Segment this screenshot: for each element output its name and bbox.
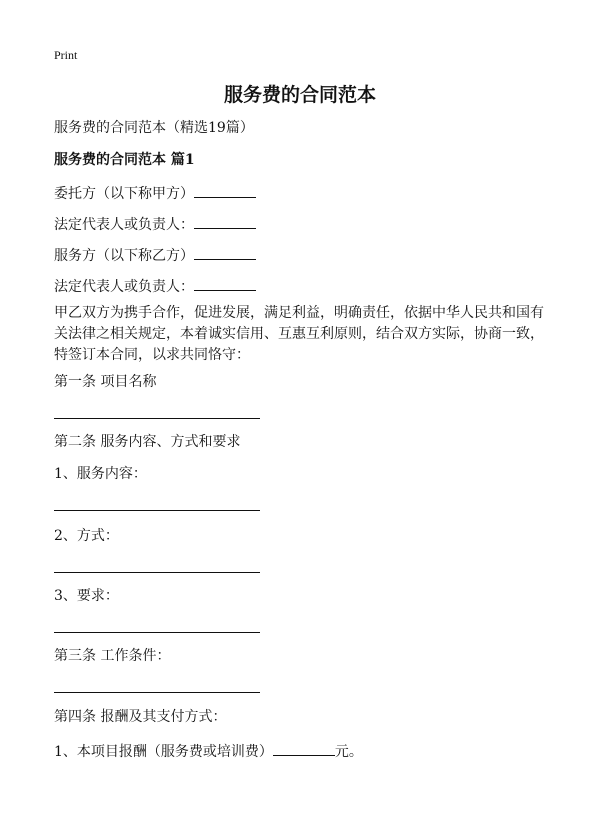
- party-a-representative-blank: [194, 214, 256, 229]
- section-heading: 服务费的合同范本 篇1: [54, 152, 195, 168]
- party-b-representative-label: 法定代表人或负责人：: [54, 279, 194, 295]
- item-1-label: 1、服务内容：: [54, 466, 147, 482]
- party-b-representative-field: [54, 276, 256, 295]
- article-1-blank-line: [54, 418, 260, 419]
- item-2-blank-line: [54, 572, 260, 573]
- item-3-label: 3、要求：: [54, 588, 119, 604]
- article-3-heading: 第三条 工作条件：: [54, 648, 171, 664]
- payment-line: [54, 741, 363, 760]
- subtitle: 服务费的合同范本（精选19篇）: [54, 120, 254, 136]
- party-b-field: [54, 245, 256, 264]
- item-1-blank-line: [54, 510, 260, 511]
- print-link[interactable]: Print: [54, 48, 78, 62]
- article-1-heading: 第一条 项目名称: [54, 374, 157, 390]
- payment-amount-blank: [273, 741, 335, 756]
- party-a-representative-label: 法定代表人或负责人：: [54, 217, 194, 233]
- party-a-field: [54, 183, 256, 202]
- party-b-blank: [194, 245, 256, 260]
- party-a-label: 委托方（以下称甲方）: [54, 186, 194, 202]
- item-3-blank-line: [54, 632, 260, 633]
- item-2-label: 2、方式：: [54, 528, 119, 544]
- intro-paragraph: 甲乙双方为携手合作，促进发展，满足利益，明确责任，依据中华人民共和国有关法律之相关规定，本着诚实信用、互惠互利原则，结合双方实际，协商一致，特签订本合同，以求共同恪守：: [54, 305, 544, 363]
- article-3-blank-line: [54, 692, 260, 693]
- party-b-label: 服务方（以下称乙方）: [54, 248, 194, 264]
- article-2-heading: 第二条 服务内容、方式和要求: [54, 434, 241, 450]
- party-a-representative-field: [54, 214, 256, 233]
- payment-suffix: 元。: [334, 744, 363, 760]
- article-4-heading: 第四条 报酬及其支付方式：: [54, 709, 227, 725]
- payment-prefix: 1、本项目报酬（服务费或培训费）: [54, 744, 273, 760]
- page-title: 服务费的合同范本: [223, 84, 376, 106]
- party-a-blank: [194, 183, 256, 198]
- party-b-representative-blank: [194, 276, 256, 291]
